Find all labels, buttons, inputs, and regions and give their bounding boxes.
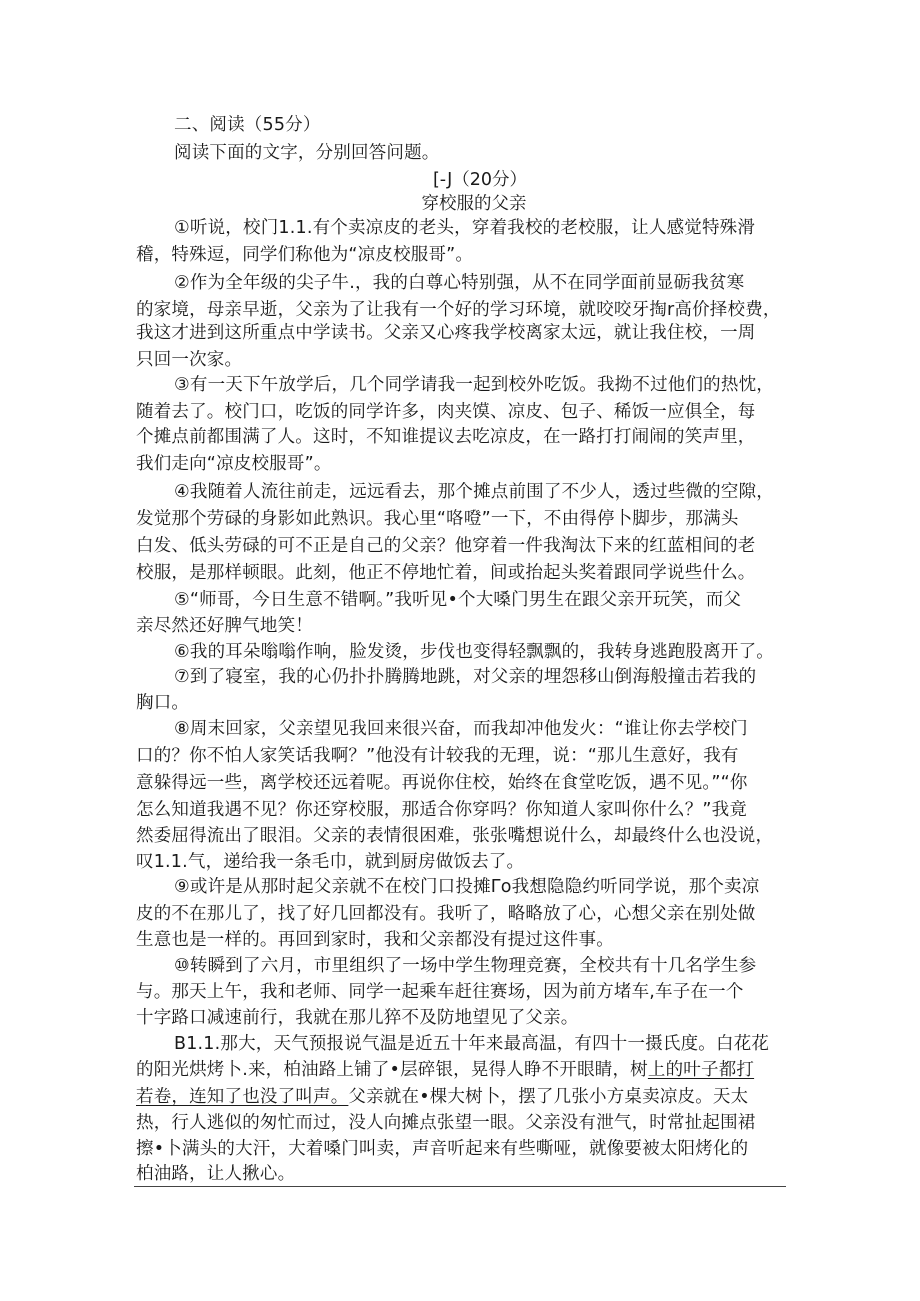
paragraph-line: 柏油路，让人揪心。	[136, 1164, 296, 1184]
paragraph-line: ⑨或许是从那时起父亲就不在校门口投摊Γo我想隐隐约听同学说，那个卖凉	[174, 877, 760, 897]
paragraph-line: B1.1.那大，天气预报说气温是近五十年来最高温，有四十一摄氏度。白花花	[174, 1034, 770, 1054]
paragraph-line: ②作为全年级的尖子牛.，我的白尊心特别强，从不在同学面前显砺我贫寒	[174, 273, 745, 293]
paragraph-line: 发觉那个劳碌的身影如此熟识。我心里“咯噔”一下，不由得停卜脚步，那满头	[136, 509, 739, 529]
paragraph-line: 稽，特殊逗，同学们称他为“凉皮校服哥”。	[136, 245, 474, 265]
paragraph-line: 只回一次家。	[136, 350, 243, 370]
article-title: 穿校服的父亲	[421, 194, 527, 214]
part-label: [-J（20分）	[432, 170, 528, 190]
line-text: 的阳光烘烤卜.来，柏油路上铺了•层碎银，晃得人睁不开眼睛，树	[136, 1060, 648, 1080]
paragraph-line: 白发、低头劳碌的可不正是自己的父亲？他穿着一件我淘汰下来的红蓝相间的老	[136, 536, 756, 556]
paragraph-line: ④我随着人流往前走，远远看去，那个摊点前围了不少人，透过些微的空隙，	[174, 482, 774, 502]
instruction: 阅读下面的文字，分别回答问题。	[174, 143, 440, 163]
paragraph-line: 生意也是一样的。再回到家时，我和父亲都没有提过这件事。	[136, 930, 614, 950]
paragraph-line	[136, 1057, 754, 1083]
bottom-rule	[134, 1186, 786, 1187]
paragraph-line: ⑥我的耳朵嗡嗡作响，脸发烫，步伐也变得轻飘飘的，我转身逃跑股离开了。	[174, 642, 774, 662]
paragraph-line: 随着去了。校门口，吃饭的同学许多，肉夹馍、凉皮、包子、稀饭一应俱全，每	[136, 402, 756, 422]
paragraph-line: 然委屈得流出了眼泪。父亲的表情很困难，张张嘴想说什么，却最终什么也没说，	[136, 826, 774, 846]
paragraph-line: ⑤“师哥，今日生意不错啊。”我听见•个大嗓门男生在跟父亲开玩笑，而父	[174, 590, 742, 610]
line-text: 父亲就在•棵大树卜，摆了几张小方桌卖凉皮。天太	[348, 1087, 749, 1107]
paragraph-line: 个摊点前都围满了人。这时，不知谁提议去吃凉皮，在一路打打闹闹的笑声里，	[136, 427, 756, 447]
underlined-text: 上的叶子都打	[647, 1060, 755, 1080]
paragraph-line: ③有一天下午放学后，几个同学请我一起到校外吃饭。我拗不过他们的热忱，	[174, 375, 774, 395]
paragraph-line: 校服，是那样顿眼。此刻，他正不停地忙着，间或抬起头奖着跟同学说些什么。	[136, 563, 756, 583]
underlined-text: 若卷，连知了也没了叫声。	[136, 1087, 349, 1107]
paragraph-line: ①听说，校门1.1.有个卖凉皮的老头，穿着我校的老校服，让人感觉特殊滑	[174, 218, 756, 238]
paragraph-line: 意躲得远一些，离学校还远着呢。再说你住校，始终在食堂吃饭，遇不见。”“你	[136, 773, 748, 793]
paragraph-line: 我们走向“凉皮校服哥”。	[136, 454, 332, 474]
paragraph-line: 叹1.1.气，递给我一条毛巾，就到厨房做饭去了。	[136, 852, 525, 872]
paragraph-line: 怎么知道我遇不见？你还穿校服，那适合你穿吗？你知道人家叫你什么？”我竟	[136, 800, 748, 820]
paragraph-line	[136, 1084, 748, 1110]
paragraph-line: 我这才进到这所重点中学读书。父亲又心疼我学校离家太远，就让我住校，一周	[136, 323, 756, 343]
paragraph-line: 皮的不在那儿了，找了好几回都没有。我听了，略略放了心，心想父亲在别处做	[136, 904, 756, 924]
paragraph-line: 与。那天上午，我和老师、同学一起乘车赶往赛场，因为前方堵车,车子在一个	[136, 982, 744, 1002]
paragraph-line: 胸口。	[136, 693, 190, 713]
paragraph-line: 十字路口减速前行，我就在那儿猝不及防地望见了父亲。	[136, 1008, 579, 1028]
paragraph-line: ⑩转瞬到了六月，市里组织了一场中学生物理竞赛，全校共有十几名学生参	[174, 956, 757, 976]
paragraph-line: 亲尽然还好脾气地笑！	[136, 616, 313, 636]
section-title: 二、阅读（55分）	[174, 115, 321, 135]
paragraph-line: 擦•卜满头的大汗，大着嗓门叫卖，声音听起来有些嘶哑，就像要被太阳烤化的	[136, 1139, 749, 1159]
paragraph-line: ⑧周末回家，父亲望见我回来很兴奋，而我却冲他发火：“谁让你去学校门	[174, 719, 748, 739]
paragraph-line: 口的？你不怕人家笑话我啊？”他没有计较我的无理，说：“那儿生意好，我有	[136, 746, 739, 766]
paragraph-line: 热，行人逃似的匆忙而过，没人向摊点张望一眼。父亲没有泄气，时常扯起围裙	[136, 1113, 756, 1133]
paragraph-line: 的家境，母亲早逝，父亲为了让我有一个好的学习环境，就咬咬牙掏r高价择校费，	[136, 300, 781, 320]
paragraph-line: ⑦到了寝室，我的心仍扑扑腾腾地跳，对父亲的埋怨移山倒海般撞击若我的	[174, 667, 757, 687]
